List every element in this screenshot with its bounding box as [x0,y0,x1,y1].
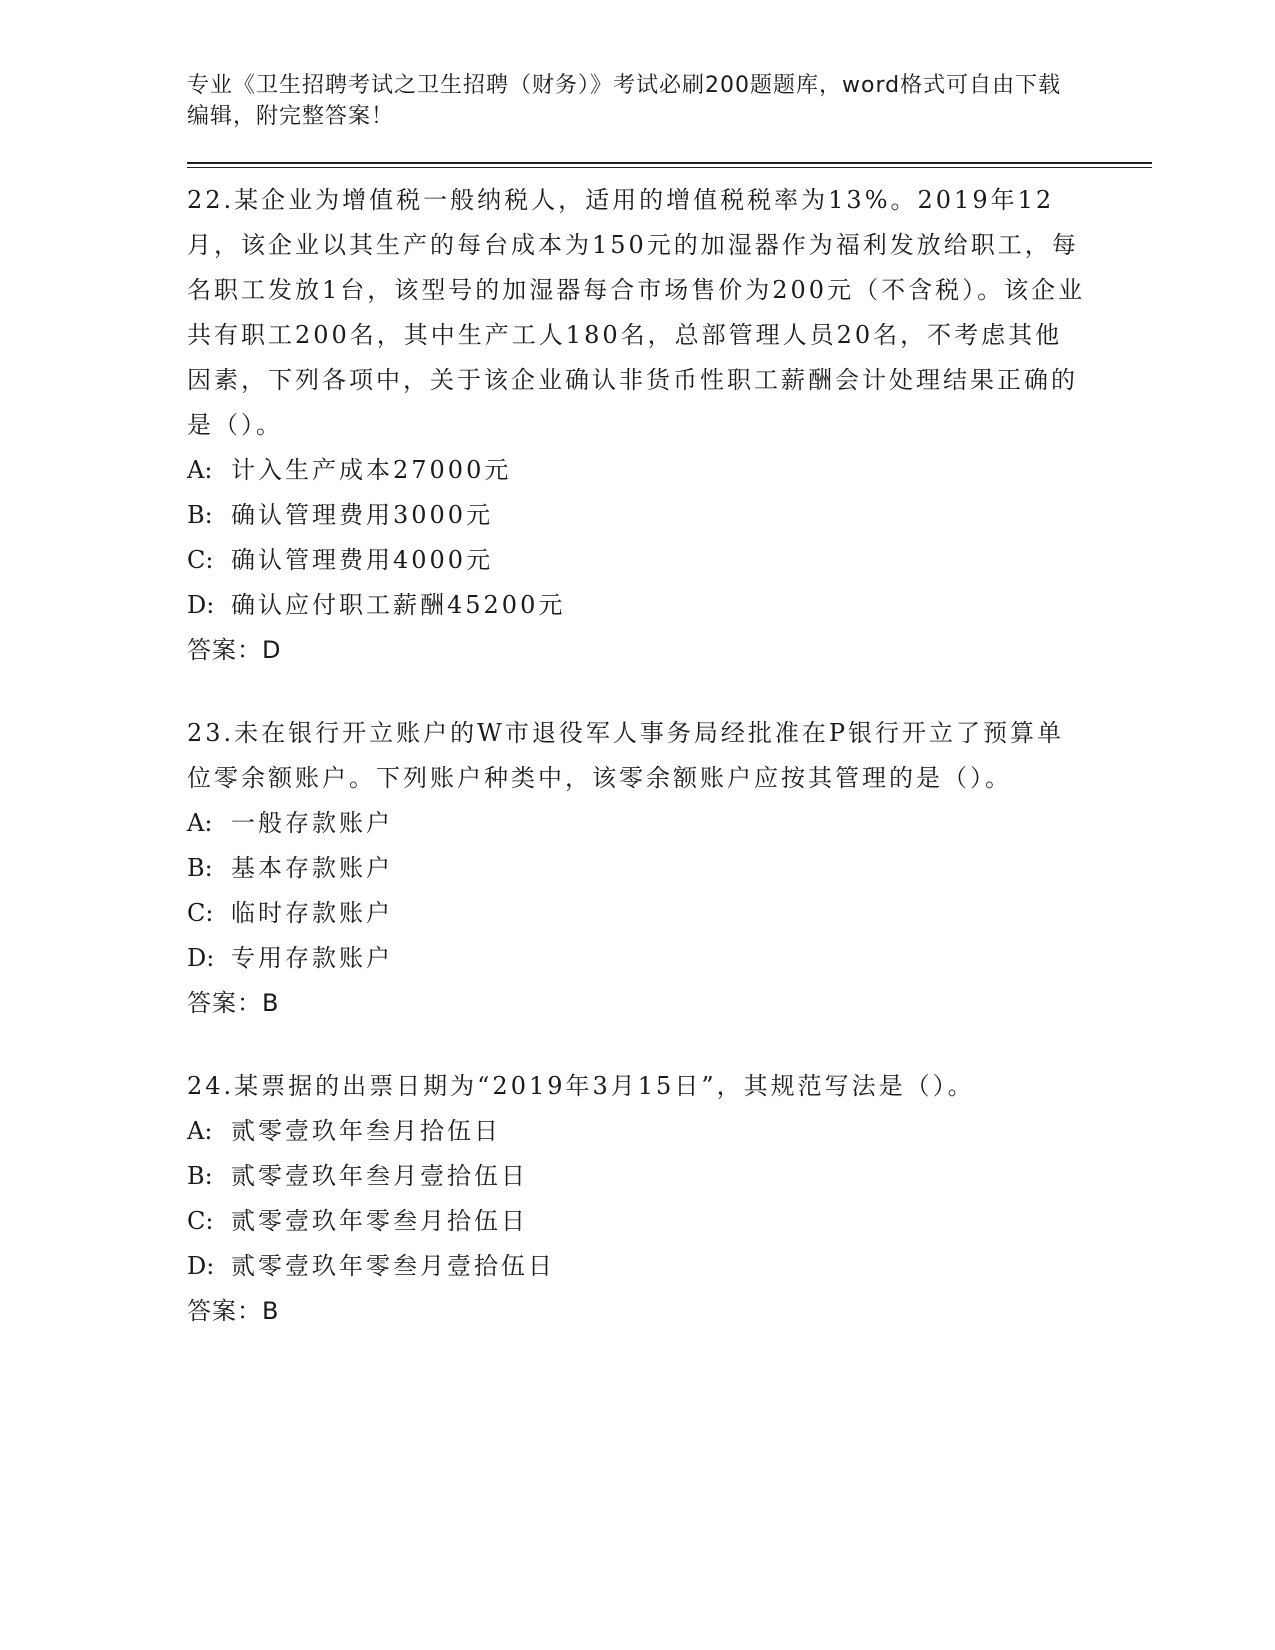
option-text: 计入生产成本27000元 [231,456,512,484]
question-stem: 22.某企业为增值税一般纳税人，适用的增值税税率为13%。2019年12月，该企业以其生产的每台成本为150元的加湿器作为福利发放给职工，每名职工发放1台，该型号的加湿器每合市场售价为200元（不含税）。该企业共有职工200名，其中生产工人180名，总部管理人员20名，不考虑其他因素，下列各项中，关于该企业确认非货币性职工薪酬会计处理结果正确的是（）。 [187,186,1086,439]
question-stem: 23.未在银行开立账户的W市退役军人事务局经批准在P银行开立了预算单位零余额账户。下列账户种类中，该零余额账户应按其管理的是（）。 [187,719,1064,792]
document-page [187,70,1157,1334]
option-letter: B: [187,854,213,882]
option-a [187,1109,1157,1154]
document-header: 专业《卫生招聘考试之卫生招聘（财务）》考试必刷200题题库，word格式可自由下载编辑，附完整答案！ [187,73,1062,129]
option-a [187,448,1157,493]
option-text: 专用存款账户 [231,944,393,972]
divider-thick-line [187,162,1152,164]
question-stem: 24.某票据的出票日期为“2019年3月15日”，其规范写法是（）。 [187,1072,975,1100]
option-text: 确认管理费用3000元 [231,501,494,529]
question-23 [187,711,1157,1026]
option-text: 贰零壹玖年叁月壹拾伍日 [231,1162,528,1190]
option-letter: D: [187,1252,215,1280]
option-text: 确认应付职工薪酬45200元 [231,591,566,619]
option-text: 基本存款账户 [231,854,393,882]
divider-thin-line [187,167,1152,168]
option-letter: B: [187,501,213,529]
option-text: 临时存款账户 [231,899,393,927]
option-letter: C: [187,1207,214,1235]
option-letter: C: [187,546,214,574]
header-divider [187,162,1152,168]
option-d [187,583,1157,628]
question-22 [187,178,1157,673]
option-text: 贰零壹玖年叁月拾伍日 [231,1117,501,1145]
option-text: 确认管理费用4000元 [231,546,494,574]
option-d [187,1244,1157,1289]
answer-line: 答案：B [187,989,280,1017]
option-a [187,801,1157,846]
answer-line: 答案：B [187,1297,280,1325]
option-text: 一般存款账户 [231,809,393,837]
option-c [187,538,1157,583]
option-letter: D: [187,944,215,972]
option-d [187,936,1157,981]
option-text: 贰零壹玖年零叁月拾伍日 [231,1207,528,1235]
option-c [187,1199,1157,1244]
option-letter: A: [187,809,213,837]
option-letter: A: [187,1117,213,1145]
option-b [187,846,1157,891]
option-text: 贰零壹玖年零叁月壹拾伍日 [231,1252,555,1280]
option-b [187,1154,1157,1199]
option-b [187,493,1157,538]
option-c [187,891,1157,936]
option-letter: B: [187,1162,213,1190]
option-letter: D: [187,591,215,619]
answer-line: 答案：D [187,636,282,664]
question-24 [187,1064,1157,1334]
option-letter: A: [187,456,213,484]
option-letter: C: [187,899,214,927]
